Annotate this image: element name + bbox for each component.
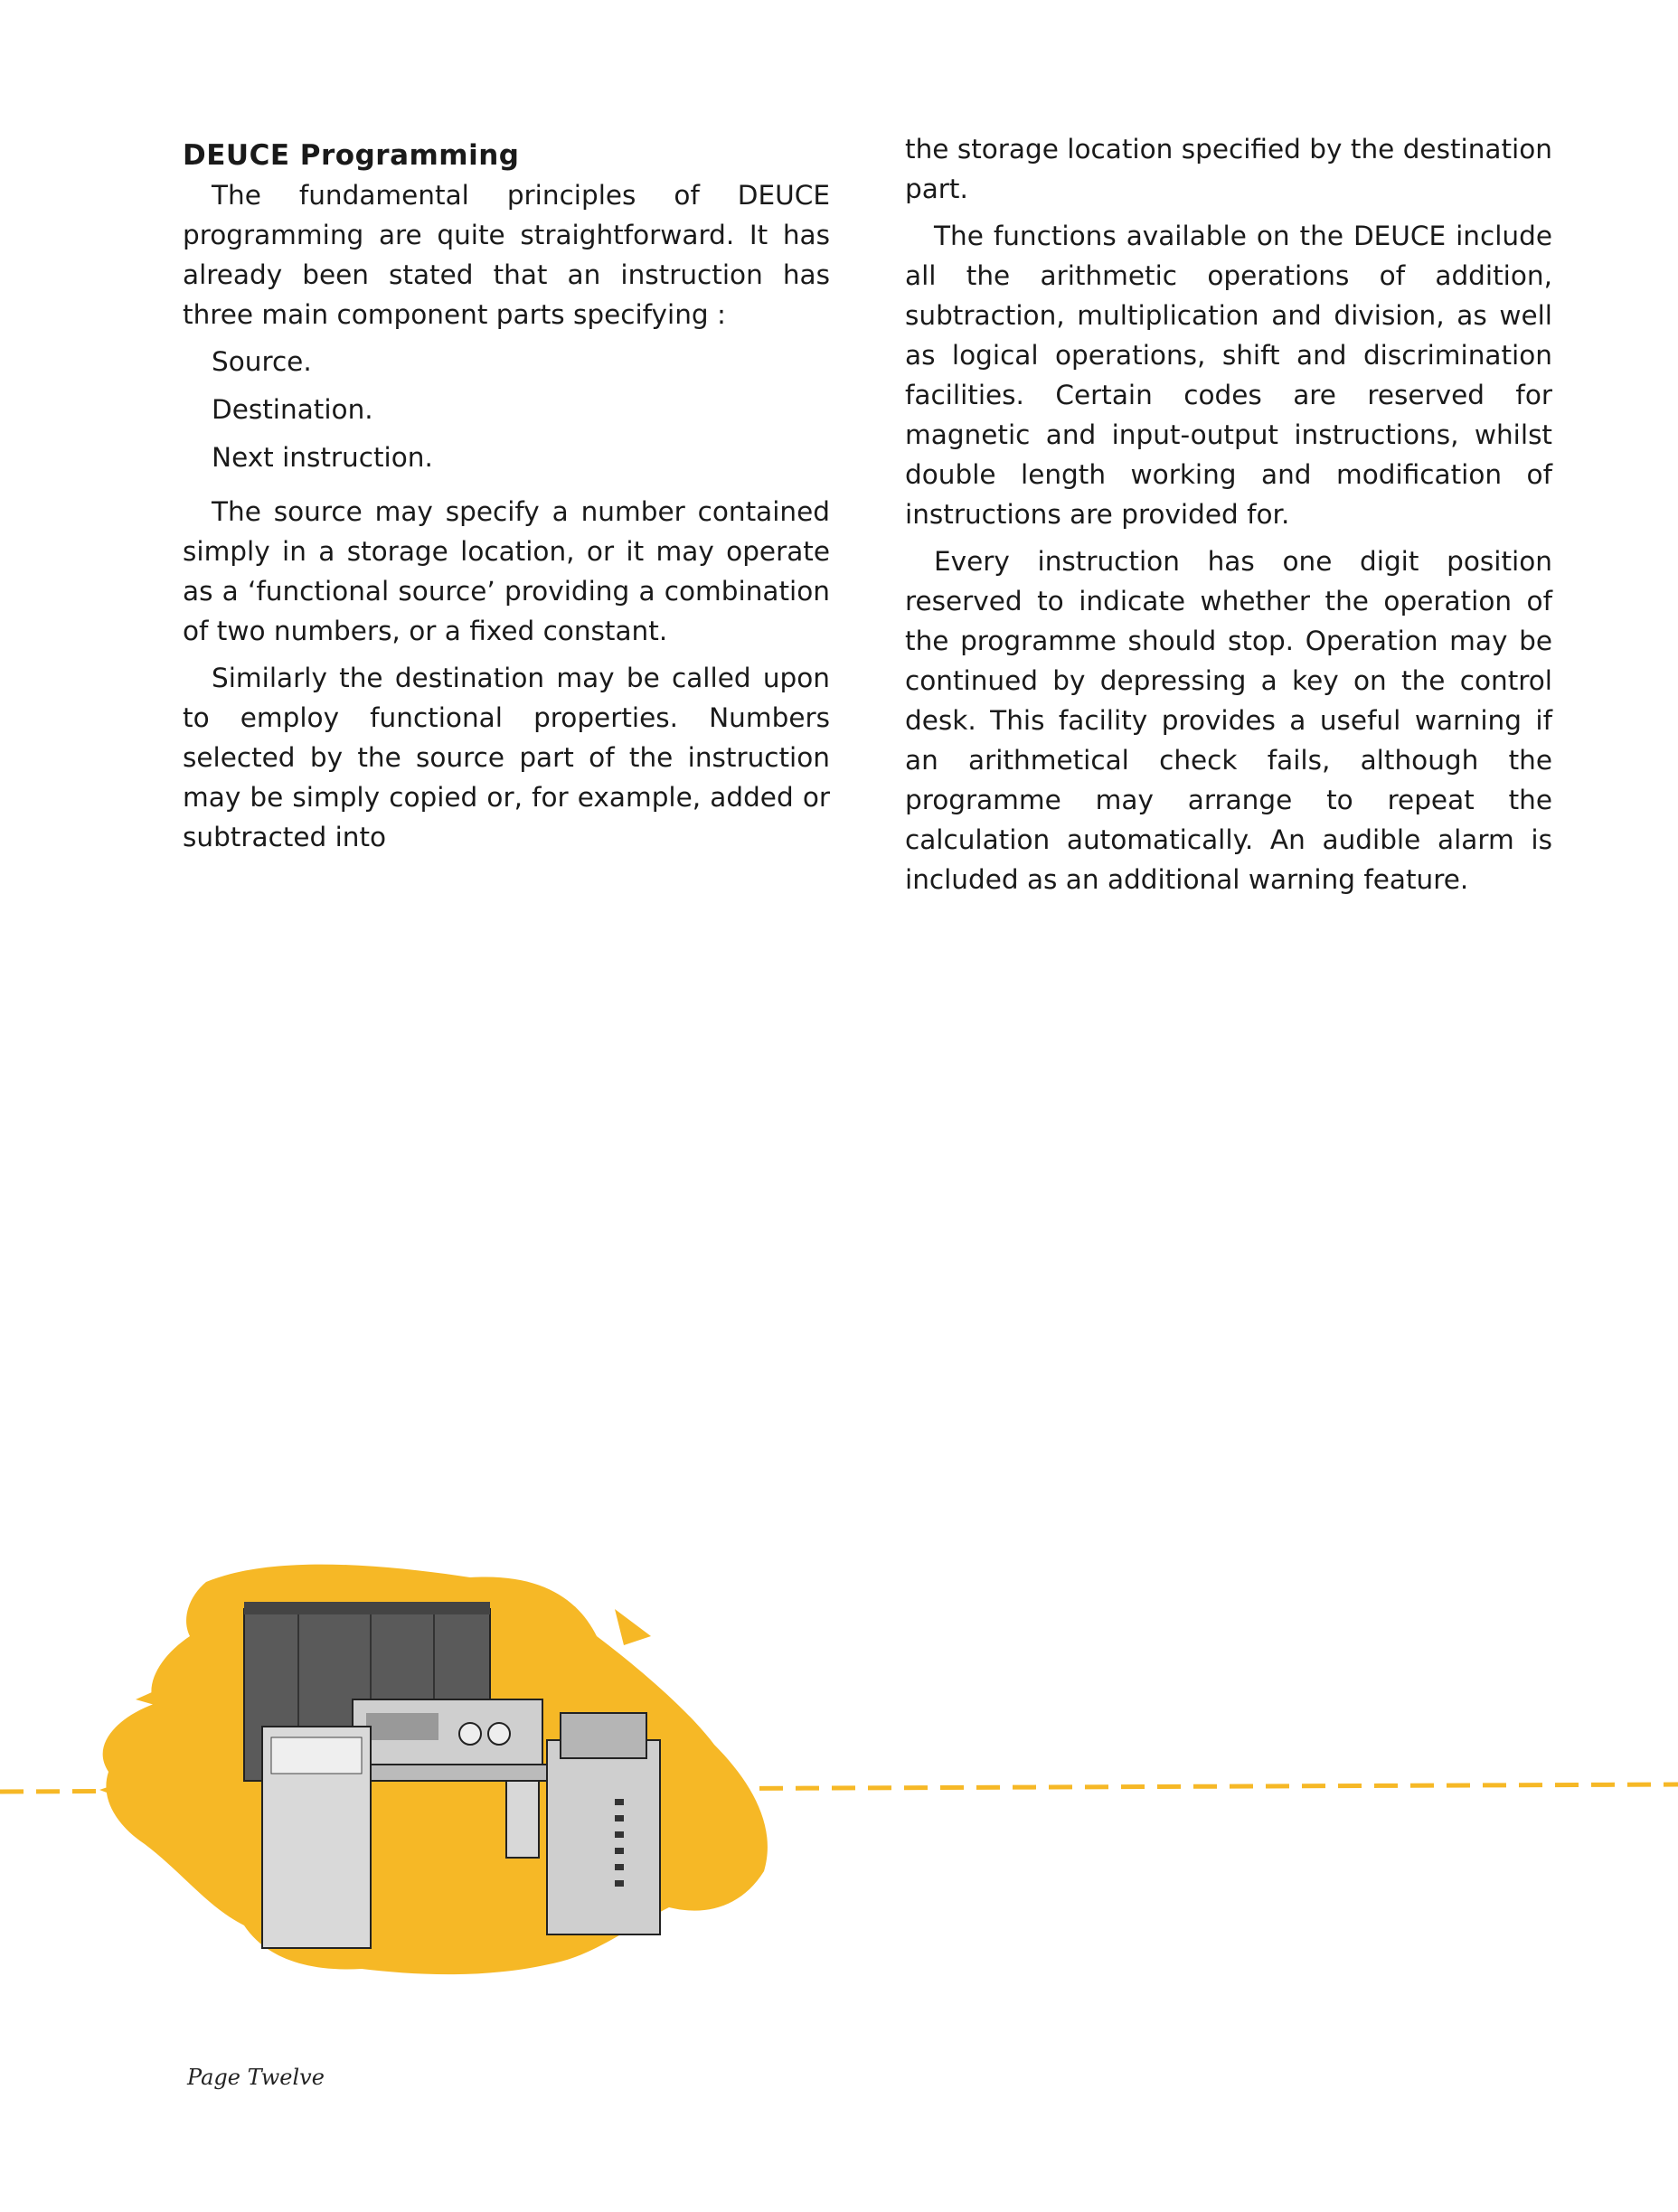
source-paragraph: The source may specify a number contained simply in a storage location, or it may operate as a ‘functional source’ providing a combination of two numbers, or a fixed constant. bbox=[183, 496, 830, 646]
section-heading: DEUCE Programming bbox=[183, 139, 520, 172]
functions-paragraph: The functions available on the DEUCE include all the arithmetic operations of addition, subtraction, multiplication and division, as well as logical operations, shift and discrimination facilities. Certain codes are reserved for magnetic and input-output instructions, whilst double length working and modification of instructions are provided for. bbox=[905, 221, 1552, 530]
page-number: Page Twelve bbox=[187, 2065, 325, 2090]
continuation-paragraph: the storage location specified by the destination part. bbox=[905, 134, 1552, 204]
list-item: Destination. bbox=[212, 394, 373, 425]
list-item: Source. bbox=[212, 346, 312, 377]
right-column bbox=[905, 129, 1552, 907]
stop-paragraph: Every instruction has one digit position reserved to indicate whether the operation of the programme should stop. Operation may be continued by depressing a key on the control desk. This facility provides a useful warning if an arithmetical check fails, although the programme may arrange to repeat the calculation automatically. An audible alarm is included as an additional warning feature. bbox=[905, 546, 1552, 895]
list-item: Next instruction. bbox=[212, 442, 433, 473]
left-column bbox=[183, 136, 830, 864]
instruction-parts-list bbox=[212, 342, 830, 477]
computer-illustration bbox=[0, 1528, 1678, 1998]
destination-paragraph: Similarly the destination may be called upon to employ functional properties. Numbers selected by the source part of the instruction may be simply copied or, for example, added or subtracted into bbox=[183, 663, 830, 852]
intro-paragraph: The fundamental principles of DEUCE programming are quite straightforward. It has already been stated that an instruction has three main component parts specifying : bbox=[183, 180, 830, 330]
